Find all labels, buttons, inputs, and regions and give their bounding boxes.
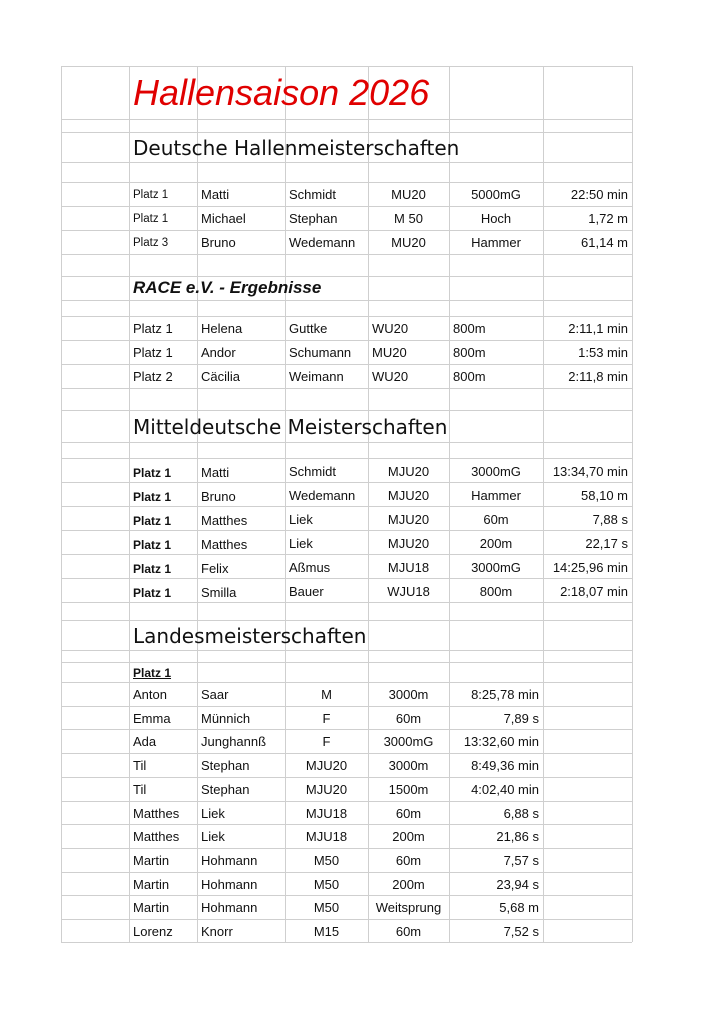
table-cell: Liek [201,806,225,821]
section-heading-row [61,276,632,300]
table-cell: M 50 [394,211,423,226]
table-cell: Platz 1 [133,538,172,552]
table-cell: Hoch [480,211,512,226]
table-cell: MJU20 [387,536,430,551]
table-cell: 60m [395,806,422,821]
table-cell: Platz 1 [133,586,172,600]
spacer-row [61,119,632,132]
table-cell: F [322,734,331,749]
table-cell: Emma [133,711,171,726]
table-row [61,729,632,753]
table-cell: 14:25,96 min [552,560,628,575]
table-cell: Saar [201,687,229,702]
table-cell: MU20 [391,235,426,250]
table-cell: Stephan [289,211,338,226]
table-cell: M50 [313,853,340,868]
table-cell: Andor [201,345,236,360]
table-cell: 800m [453,345,486,360]
table-row [61,872,632,896]
table-cell: 3000m [388,687,429,702]
table-cell: Aßmus [289,560,331,575]
table-cell: 13:32,60 min [463,734,539,749]
table-cell: Anton [133,687,167,702]
table-cell: Schmidt [289,464,336,479]
table-cell: 60m [483,512,509,527]
table-cell: Stephan [201,758,250,773]
table-cell: Platz 1 [133,514,172,528]
table-cell: MU20 [391,187,426,202]
table-cell: Stephan [201,782,250,797]
table-cell: Bruno [201,235,236,250]
table-cell: 60m [395,923,422,939]
table-cell: 13:34,70 min [552,464,628,479]
spacer-row [61,602,632,620]
table-cell: Platz 1 [133,490,172,504]
table-cell: Hohmann [201,853,258,868]
table-cell: Platz 2 [133,369,173,384]
table-cell: Wedemann [289,488,356,503]
table-cell: Guttke [289,321,328,336]
table-cell: WU20 [372,321,409,336]
grid-column-line [632,66,633,942]
table-row [61,506,632,530]
table-row [61,777,632,801]
table-cell: Matthes [201,537,248,552]
table-cell: 2:11,8 min [568,369,628,384]
table-cell: MJU20 [387,464,430,479]
spacer-row [61,442,632,458]
table-row [61,458,632,482]
section-heading: Landesmeisterschaften [133,623,367,648]
section-heading: Deutsche Hallenmeisterschaften [133,135,460,160]
table-cell: 5,68 m [499,900,539,915]
table-cell: M [321,687,332,702]
table-cell: Michael [201,211,246,226]
table-cell: MJU18 [387,560,430,575]
section-heading-row [61,410,632,442]
table-cell: 22:50 min [570,187,628,202]
table-row [61,682,632,706]
table-cell: MJU18 [305,806,348,821]
table-cell: Cäcilia [201,369,241,384]
table-cell: 4:02,40 min [471,782,539,797]
table-cell: Hammer [471,488,521,503]
table-cell: 2:18,07 min [560,584,628,599]
table-cell: WU20 [372,369,409,384]
table-row [61,206,632,230]
table-cell: 1500m [388,782,429,797]
table-cell: 3000mG [471,560,521,575]
table-row [61,182,632,206]
spacer-row [61,162,632,182]
table-cell: 22,17 s [585,536,628,551]
table-cell: Platz 1 [133,345,173,360]
spacer-row [61,254,632,276]
table-cell: Martin [133,877,170,892]
table-cell: M50 [313,900,340,915]
table-cell: 21,86 s [496,829,539,844]
table-cell: Liek [289,536,313,551]
spacer-row [61,650,632,662]
table-cell: 800m [453,369,486,384]
table-cell: Bruno [201,489,236,504]
table-cell: 7,57 s [503,853,539,868]
table-cell: Martin [133,853,170,868]
table-cell: Helena [201,321,243,336]
table-cell: 200m [479,536,513,551]
table-cell: F [322,711,331,726]
table-cell: Hammer [471,235,521,250]
table-cell: 5000mG [471,187,521,202]
table-cell: Til [133,758,147,773]
table-cell: 800m [453,321,486,336]
table-cell: 200m [392,829,425,844]
table-cell: Felix [201,561,229,576]
table-cell: Matthes [133,806,180,821]
section-heading: Mitteldeutsche Meisterschaften [133,414,448,439]
table-cell: M15 [313,923,340,939]
table-cell: Platz 1 [133,321,173,336]
table-cell: Matthes [201,513,248,528]
table-row [61,578,632,602]
section-heading: RACE e.V. - Ergebnisse [133,278,322,297]
table-cell: Liek [289,512,313,527]
table-cell: 58,10 m [581,488,628,503]
placement-label: Platz 1 [133,666,172,680]
table-row [61,919,632,943]
page-title: Hallensaison 2026 [133,72,430,113]
subheading-row [61,662,632,682]
table-cell: 1,72 m [588,211,628,226]
table-cell: Platz 1 [133,188,169,201]
table-cell: Matti [201,465,230,480]
title-row [61,66,632,119]
table-cell: 61,14 m [581,235,628,250]
table-cell: Weimann [289,369,344,384]
table-cell: Junghannß [201,734,267,749]
table-row [61,706,632,730]
table-cell: MJU20 [387,488,430,503]
table-row [61,364,632,388]
table-cell: 2:11,1 min [568,321,628,336]
table-row [61,340,632,364]
table-cell: 3000mG [383,734,434,749]
table-cell: 7,89 s [503,711,539,726]
table-cell: Matthes [133,829,180,844]
table-row [61,895,632,919]
table-cell: MJU20 [305,758,348,773]
table-cell: MU20 [372,345,407,360]
table-cell: Platz 1 [133,466,172,480]
table-row [61,554,632,578]
table-cell: 8:49,36 min [471,758,539,773]
table-cell: 1:53 min [578,345,628,360]
table-cell: M50 [313,877,340,892]
table-cell: Lorenz [133,923,173,939]
section-heading-row [61,132,632,162]
table-cell: Bauer [289,584,324,599]
table-cell: 60m [395,853,422,868]
table-cell: MJU20 [305,782,348,797]
table-row [61,316,632,340]
table-cell: Liek [201,829,225,844]
table-cell: Smilla [201,585,237,600]
table-cell: Martin [133,900,170,915]
table-cell: Ada [133,734,157,749]
table-cell: Matti [201,187,230,202]
table-cell: 7,88 s [592,512,628,527]
spacer-row [61,300,632,316]
table-cell: MJU18 [305,829,348,844]
section-heading-row [61,620,632,650]
table-cell: MJU20 [387,512,430,527]
table-row [61,753,632,777]
table-cell: Til [133,782,147,797]
table-row [61,530,632,554]
table-cell: Weitsprung [375,900,442,915]
table-cell: 800m [479,584,513,599]
table-cell: Schumann [289,345,352,360]
table-cell: Knorr [201,923,233,939]
table-cell: Hohmann [201,900,258,915]
table-cell: Hohmann [201,877,258,892]
table-row [61,848,632,872]
table-cell: Platz 1 [133,212,169,225]
table-row [61,824,632,848]
table-row [61,230,632,254]
table-cell: 200m [392,877,425,892]
table-cell: 6,88 s [503,806,539,821]
table-cell: Münnich [201,711,251,726]
table-cell: 60m [395,711,422,726]
table-cell: Platz 3 [133,236,169,249]
table-cell: Platz 1 [133,562,172,576]
table-cell: Schmidt [289,187,336,202]
table-cell: 8:25,78 min [471,687,539,702]
table-cell: 23,94 s [496,877,539,892]
table-row [61,801,632,825]
table-cell: Wedemann [289,235,356,250]
table-cell: 7,52 s [503,923,539,939]
spacer-row [61,388,632,410]
table-cell: WJU18 [387,584,430,599]
table-cell: 3000mG [471,464,521,479]
table-cell: 3000m [388,758,429,773]
table-row [61,482,632,506]
